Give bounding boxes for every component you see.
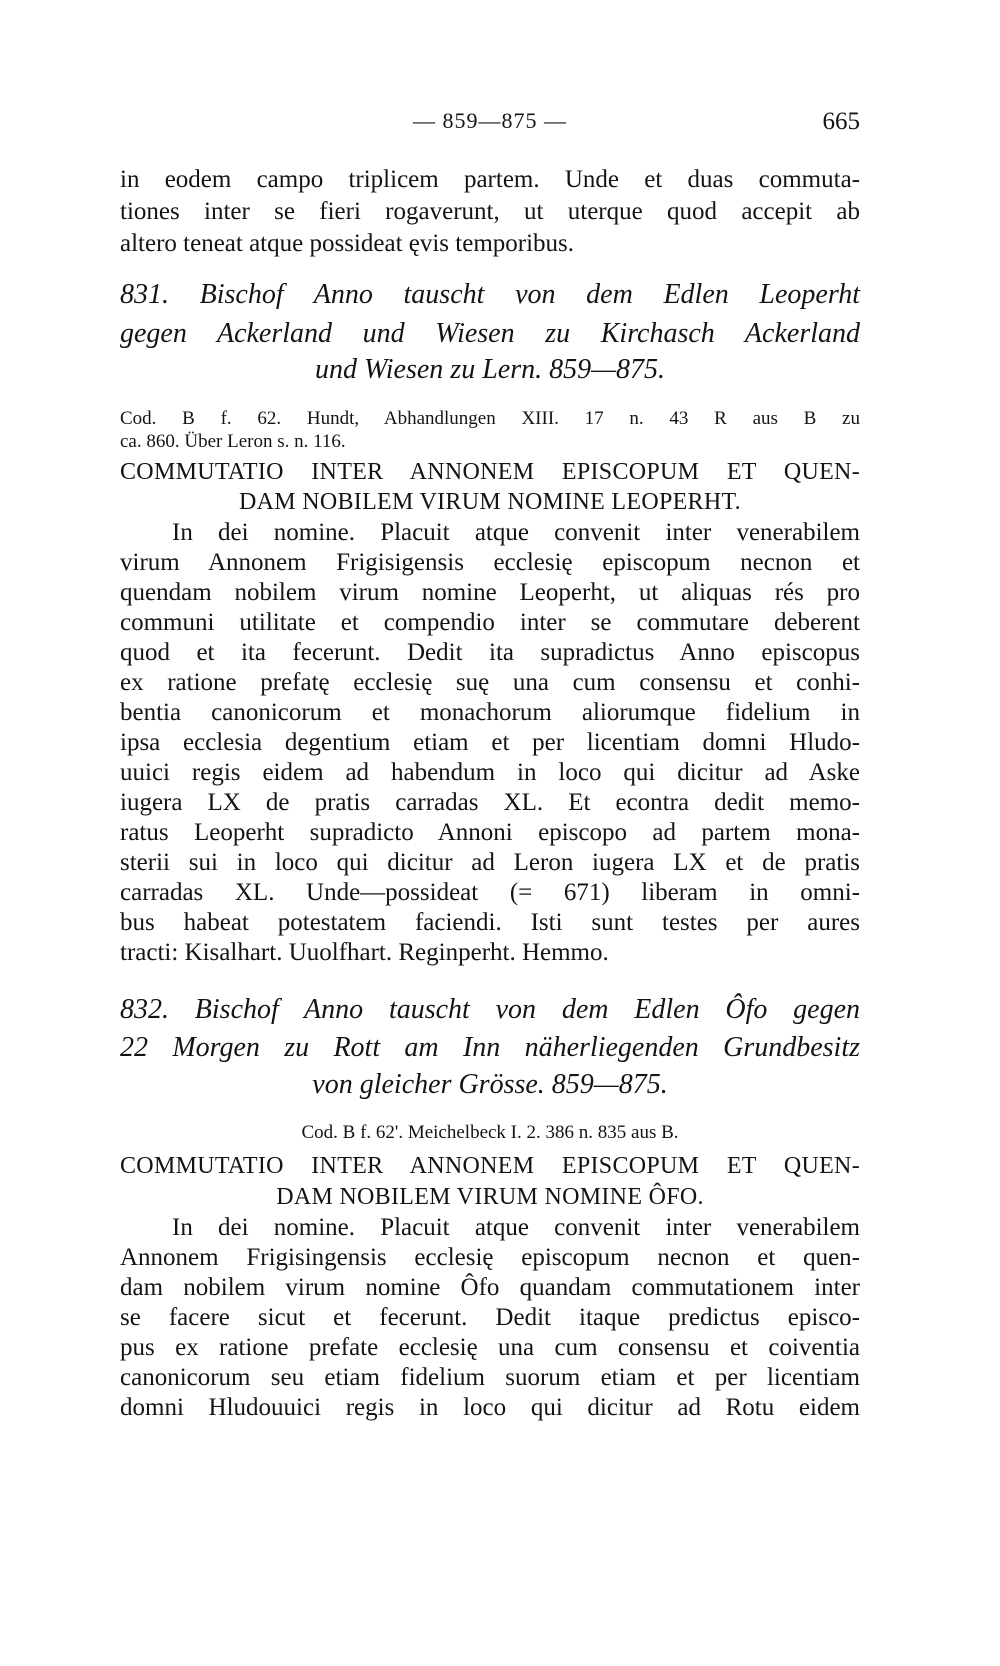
text-line: quendam nobilem virum nomine Leoperht, ut aliquas rés pro (120, 579, 860, 606)
text-line: ipsa ecclesia degentium etiam et per licentiam domni Hludo- (120, 729, 860, 756)
text-line: carradas XL. Unde—possideat (= 671) liberam in omni- (120, 879, 860, 906)
text-line: bentia canonicorum et monachorum aliorumque fidelium in (120, 699, 860, 726)
text-line: und Wiesen zu Lern. 859—875. (315, 354, 665, 385)
text-line: In dei nomine. Placuit atque convenit inter venerabilem (172, 1214, 860, 1241)
running-header (120, 108, 860, 144)
text-line: Annonem Frigisingensis ecclesię episcopum necnon et quen- (120, 1244, 860, 1271)
text-line: Cod. B f. 62. Hundt, Abhandlungen XIII. 17 n. 43 R aus B zu (120, 408, 860, 429)
text-line: Cod. B f. 62'. Meichelbeck I. 2. 386 n. 835 aus B. (301, 1122, 679, 1143)
text-line: COMMUTATIO INTER ANNONEM EPISCOPUM ET QUEN- (120, 1153, 860, 1179)
text-line: COMMUTATIO INTER ANNONEM EPISCOPUM ET QUEN- (120, 459, 860, 485)
text-line: 831. Bischof Anno tauscht von dem Edlen Leoperht (120, 279, 860, 310)
text-line: DAM NOBILEM VIRUM NOMINE LEOPERHT. (239, 489, 741, 515)
text-line: iugera LX de pratis carradas XL. Et econtra dedit memo- (120, 789, 860, 816)
page-number: 665 (822, 108, 860, 135)
text-line: tracti: Kisalhart. Uuolfhart. Reginperht. Hemmo. (120, 939, 609, 966)
text-line: gegen Ackerland und Wiesen zu Kirchasch Ackerland (120, 318, 860, 349)
text-line: pus ex ratione prefate ecclesię una cum consensu et coiventia (120, 1334, 860, 1361)
text-line: communi utilitate et compendio inter se commutare deberent (120, 609, 860, 636)
text-line: ratus Leoperht supradicto Annoni episcopo ad partem mona- (120, 819, 860, 846)
text-line: canonicorum seu etiam fidelium suorum etiam et per licentiam (120, 1364, 860, 1391)
text-line: uuici regis eidem ad habendum in loco qui dicitur ad Aske (120, 759, 860, 786)
header-date-range: — 859—875 — (413, 108, 567, 133)
text-line: virum Annonem Frigisigensis ecclesię episcopum necnon et (120, 549, 860, 576)
text-line: in eodem campo triplicem partem. Unde et duas commuta- (120, 166, 860, 193)
text-line: bus habeat potestatem faciendi. Isti sunt testes per aures (120, 909, 860, 936)
text-line: domni Hludouuici regis in loco qui dicitur ad Rotu eidem (120, 1394, 860, 1421)
text-line: DAM NOBILEM VIRUM NOMINE ÔFO. (276, 1184, 704, 1210)
text-line: sterii sui in loco qui dicitur ad Leron iugera LX et de pratis (120, 849, 860, 876)
text-line: ca. 860. Über Leron s. n. 116. (120, 431, 346, 452)
text-line: von gleicher Grösse. 859—875. (312, 1069, 668, 1100)
text-line: quod et ita fecerunt. Dedit ita supradictus Anno episcopus (120, 639, 860, 666)
text-line: 22 Morgen zu Rott am Inn näherliegenden Grundbesitz (120, 1032, 860, 1063)
text-line: se facere sicut et fecerunt. Dedit itaque predictus episco- (120, 1304, 860, 1331)
text-line: altero teneat atque possideat ęvis temporibus. (120, 230, 575, 257)
text-line: dam nobilem virum nomine Ôfo quandam commutationem inter (120, 1274, 860, 1301)
text-line: ex ratione prefatę ecclesię suę una cum consensu et conhi- (120, 669, 860, 696)
text-line: In dei nomine. Placuit atque convenit inter venerabilem (172, 519, 860, 546)
text-line: 832. Bischof Anno tauscht von dem Edlen Ôfo gegen (120, 994, 860, 1025)
text-line: tiones inter se fieri rogaverunt, ut uterque quod accepit ab (120, 198, 860, 225)
